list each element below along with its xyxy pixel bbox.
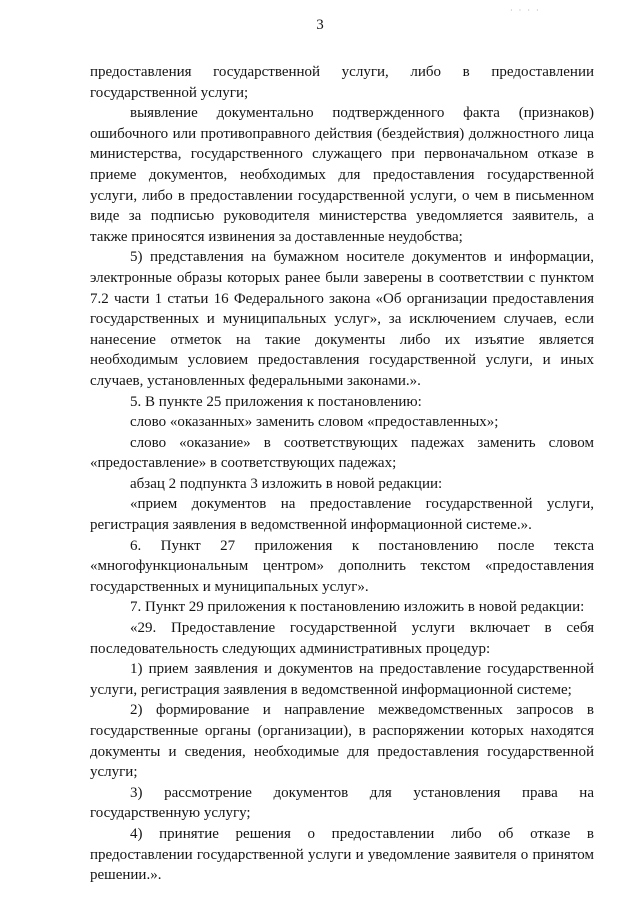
paragraph: «прием документов на предоставление государственной услуги, регистрация заявления в ведомственной информационной системе.». [90, 496, 594, 534]
paragraph: 6. Пункт 27 приложения к постановлению после текста «многофункциональным центром» дополнить текстом «предоставления государственных и муниципальных услуг». [90, 537, 594, 595]
paragraph: 1) прием заявления и документов на предоставление государственной услуги, регистрация заявления в ведомственной информационной системе; [90, 661, 594, 698]
paragraph: 5) представления на бумажном носителе документов и информации, электронные образы которых ранее были заверены в соответствии с пунктом 7.2 части 1 статьи 16 Федерального закона «Об организации предоставления государственных и муниципальных услуг», за исключением случаев, если нанесение отметок на такие документы либо их изъятие является необходимым условием предоставления государственной услуги, и иных случаев, установленных федеральными законами.». [90, 249, 594, 389]
paragraph: слово «оказание» в соответствующих падежах заменить словом «предоставление» в соответствующих падежах; [90, 434, 594, 472]
page-number: 3 [316, 17, 324, 33]
paragraph: «29. Предоставление государственной услуги включает в себя последовательность следующих административных процедур: [90, 620, 594, 657]
paragraph: 3) рассмотрение документов для установления права на государственную услугу; [90, 784, 594, 822]
document-body [90, 62, 594, 886]
paragraph: 4) принятие решения о предоставлении либо об отказе в предоставлении государственной услуги и уведомление заявителя о принятом решении.». [90, 825, 594, 884]
scan-corner-mark: · · · · [510, 6, 541, 15]
paragraph: предоставления государственной услуги, либо в предоставлении государственной услуги; [90, 64, 594, 101]
paragraph: слово «оказанных» заменить словом «предоставленных»; [130, 414, 499, 431]
paragraph: абзац 2 подпункта 3 изложить в новой редакции: [130, 475, 443, 492]
paragraph: выявление документально подтвержденного факта (признаков) ошибочного или противоправного действия (бездействия) должностного лица министерства, государственного служащего при первоначальном отказе в приеме документов, необходимых для предоставления государственной услуги, либо в предоставлении государственной услуги, о чем в письменном виде за подписью руководителя министерства уведомляется заявитель, а также приносятся извинения за доставленные неудобства; [90, 105, 594, 245]
paragraph: 5. В пункте 25 приложения к постановлению: [130, 393, 422, 410]
paragraph: 2) формирование и направление межведомственных запросов в государственные органы (организации), в распоряжении которых находятся документы и сведения, необходимые для предоставления государственной услуги; [90, 702, 594, 781]
paragraph: 7. Пункт 29 приложения к постановлению изложить в новой редакции: [130, 599, 585, 616]
